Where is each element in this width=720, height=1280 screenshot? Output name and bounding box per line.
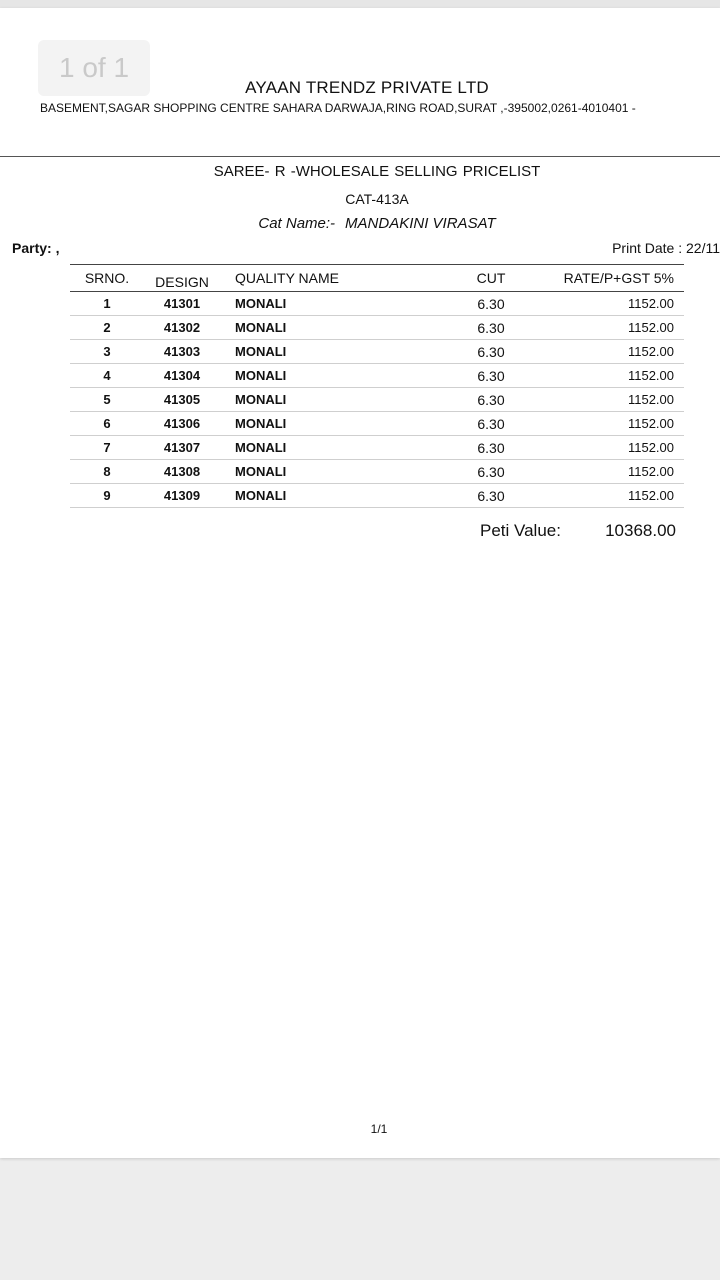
- cell-design: 41304: [163, 368, 201, 383]
- header-design: DESIGN: [155, 274, 209, 290]
- table-row: [70, 484, 684, 508]
- cell-quality: MONALI: [235, 464, 287, 479]
- cell-cut: 6.30: [477, 320, 505, 336]
- cell-rate: 1152.00: [627, 416, 674, 431]
- cell-design: 41301: [163, 296, 201, 311]
- table-row: [70, 364, 684, 388]
- cell-quality: MONALI: [235, 392, 287, 407]
- table-row: [70, 340, 684, 364]
- header-quality: QUALITY NAME: [235, 270, 339, 286]
- cell-cut: 6.30: [477, 464, 505, 480]
- price-table: [70, 264, 684, 508]
- cell-cut: 6.30: [477, 440, 505, 456]
- print-date: Print Date : 22/11: [612, 240, 720, 256]
- footer-page-number: 1/1: [370, 1122, 388, 1136]
- cell-srno: 9: [103, 488, 111, 503]
- cell-rate: 1152.00: [627, 464, 674, 479]
- cell-rate: 1152.00: [627, 440, 674, 455]
- cell-design: 41306: [163, 416, 201, 431]
- cell-rate: 1152.00: [627, 344, 674, 359]
- catalog-name: [0, 215, 720, 232]
- viewer-top-strip: [0, 0, 720, 8]
- cell-quality: MONALI: [235, 320, 287, 335]
- company-address: BASEMENT,SAGAR SHOPPING CENTRE SAHARA DARWAJA,RING ROAD,SURAT ,-395002,0261-4010401 -: [40, 101, 636, 115]
- cell-design: 41302: [163, 320, 201, 335]
- cell-rate: 1152.00: [627, 488, 674, 503]
- cell-srno: 6: [103, 416, 111, 431]
- cell-cut: 6.30: [477, 392, 505, 408]
- total-label: Peti Value:: [480, 521, 561, 540]
- catalog-name-label: Cat Name:-: [258, 215, 336, 232]
- cell-srno: 8: [103, 464, 111, 479]
- table-row: [70, 412, 684, 436]
- cell-design: 41307: [163, 440, 201, 455]
- cell-quality: MONALI: [235, 344, 287, 359]
- cell-quality: MONALI: [235, 416, 287, 431]
- table-row: [70, 460, 684, 484]
- cell-cut: 6.30: [477, 488, 505, 504]
- header-srno: SRNO.: [84, 270, 130, 286]
- header-divider: [0, 156, 720, 157]
- cell-rate: 1152.00: [627, 320, 674, 335]
- cell-design: 41305: [163, 392, 201, 407]
- total-value: 10368.00: [605, 521, 676, 540]
- header-cut: CUT: [476, 270, 506, 286]
- cell-rate: 1152.00: [627, 392, 674, 407]
- cell-design: 41303: [163, 344, 201, 359]
- cell-rate: 1152.00: [627, 296, 674, 311]
- party-label: Party: ,: [12, 240, 60, 256]
- document-title: SAREE- R -WHOLESALE SELLING PRICELIST: [213, 163, 541, 180]
- cell-quality: MONALI: [235, 296, 287, 311]
- cell-srno: 2: [103, 320, 111, 335]
- cell-cut: 6.30: [477, 416, 505, 432]
- cell-srno: 7: [103, 440, 111, 455]
- table-row: [70, 388, 684, 412]
- cell-cut: 6.30: [477, 296, 505, 312]
- catalog-name-value: MANDAKINI VIRASAT: [345, 215, 496, 232]
- cell-quality: MONALI: [235, 488, 287, 503]
- cell-quality: MONALI: [235, 368, 287, 383]
- table-header: [70, 264, 684, 292]
- cell-design: 41309: [163, 488, 201, 503]
- header-rate: RATE/P+GST 5%: [563, 270, 674, 286]
- table-row: [70, 436, 684, 460]
- cell-srno: 4: [103, 368, 111, 383]
- cell-quality: MONALI: [235, 440, 287, 455]
- cell-srno: 1: [103, 296, 111, 311]
- cell-srno: 5: [103, 392, 111, 407]
- company-name: AYAAN TRENDZ PRIVATE LTD: [245, 78, 489, 97]
- catalog-code: CAT-413A: [345, 191, 409, 207]
- table-row: [70, 316, 684, 340]
- table-row: [70, 292, 684, 316]
- cell-srno: 3: [103, 344, 111, 359]
- cell-cut: 6.30: [477, 344, 505, 360]
- cell-design: 41308: [163, 464, 201, 479]
- pdf-page[interactable]: [0, 8, 720, 1158]
- cell-rate: 1152.00: [627, 368, 674, 383]
- page-indicator: 1 of 1: [38, 40, 150, 96]
- cell-cut: 6.30: [477, 368, 505, 384]
